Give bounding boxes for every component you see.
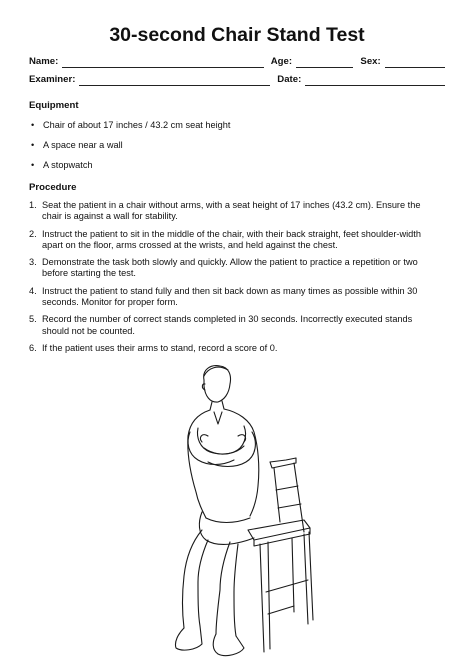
procedure-heading: Procedure <box>29 182 77 193</box>
equipment-heading: Equipment <box>29 100 79 111</box>
date-field[interactable] <box>305 76 445 86</box>
page-title: 30-second Chair Stand Test <box>109 24 365 46</box>
list-item <box>29 159 445 171</box>
name-field[interactable] <box>62 58 263 68</box>
step-number: 6. <box>29 342 37 353</box>
step-text: Demonstrate the task both slowly and quickly. Allow the patient to practice a repetition or two before starting the test. <box>42 257 418 279</box>
sex-field[interactable] <box>385 58 445 68</box>
step-text: Seat the patient in a chair without arms, with a seat height of 17 inches (43.2 cm). Ensure the chair is against a wall for stability. <box>42 200 421 222</box>
examiner-info-row <box>29 74 445 86</box>
seated-person-crossed-arms-icon <box>168 362 328 662</box>
age-field[interactable] <box>296 58 353 68</box>
step-text: Record the number of correct stands completed in 30 seconds. Incorrectly executed stands should not be counted. <box>42 314 413 336</box>
examiner-label: Examiner: <box>29 74 76 85</box>
list-item <box>29 343 445 354</box>
procedure-list <box>29 200 445 354</box>
date-label: Date: <box>277 74 302 85</box>
list-item <box>29 257 445 280</box>
bullet-icon: • <box>31 120 35 130</box>
bullet-icon: • <box>31 160 35 170</box>
equipment-list <box>29 119 445 171</box>
name-label: Name: <box>29 56 59 67</box>
step-text: Instruct the patient to stand fully and then sit back down as many times as possible within 30 seconds. Monitor for proper form. <box>42 285 418 308</box>
step-number: 2. <box>29 228 37 239</box>
step-number: 4. <box>29 285 37 296</box>
equipment-item-text: A space near a wall <box>43 140 123 150</box>
step-number: 1. <box>29 200 37 210</box>
list-item <box>29 314 445 337</box>
step-number: 5. <box>29 314 37 325</box>
step-number: 3. <box>29 257 37 268</box>
list-item <box>29 286 445 309</box>
examiner-field[interactable] <box>79 76 270 86</box>
list-item <box>29 200 445 223</box>
list-item <box>29 229 445 252</box>
equipment-item-text: Chair of about 17 inches / 43.2 cm seat height <box>43 120 231 130</box>
patient-info-row <box>29 56 445 68</box>
list-item <box>29 139 445 151</box>
step-text: If the patient uses their arms to stand, record a score of 0. <box>42 342 278 353</box>
equipment-item-text: A stopwatch <box>43 160 93 170</box>
sex-label: Sex: <box>360 56 381 67</box>
list-item <box>29 119 445 131</box>
bullet-icon: • <box>31 140 35 150</box>
age-label: Age: <box>270 56 293 67</box>
step-text: Instruct the patient to sit in the middle of the chair, with their back straight, feet shoulder-width apart on the floor, arms crossed at the wrists, and held against the chest. <box>42 228 421 250</box>
